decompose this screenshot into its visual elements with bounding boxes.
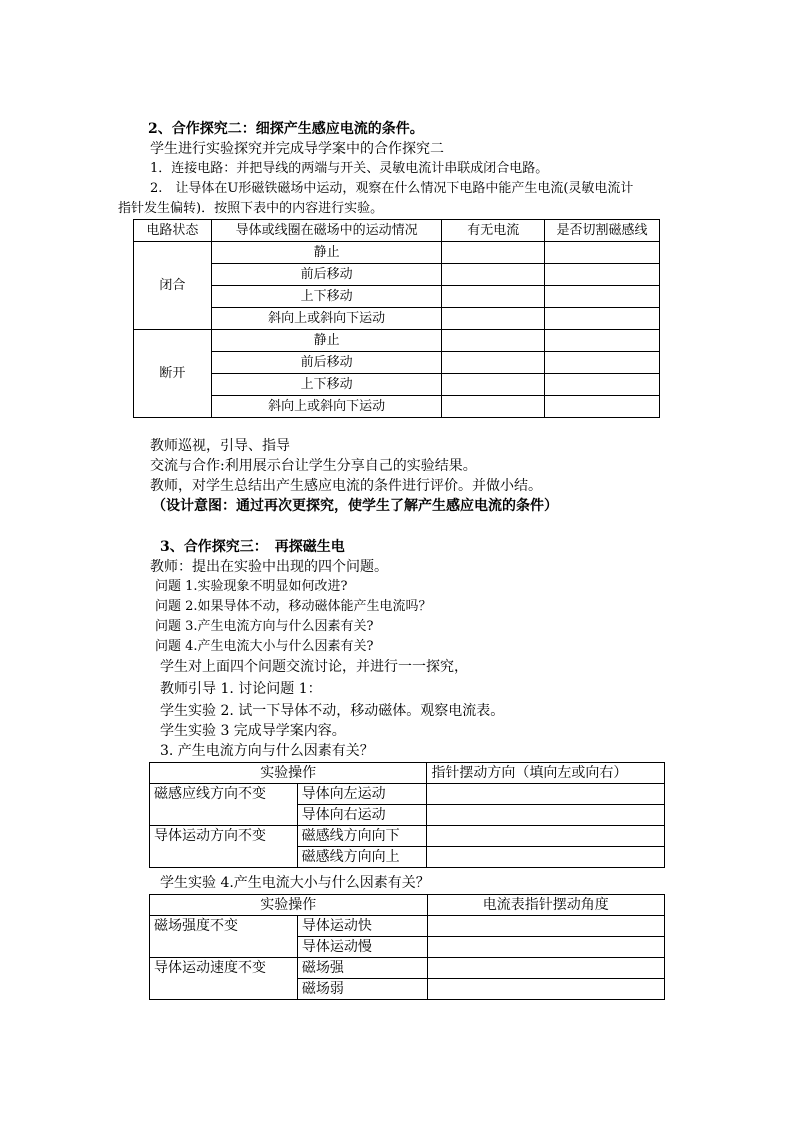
table-row xyxy=(134,396,660,418)
answer-cell[interactable] xyxy=(545,264,660,286)
table-row xyxy=(134,264,660,286)
header-current: 有无电流 xyxy=(442,220,545,242)
question-3: 问题 3.产生电流方向与什么因素有关? xyxy=(155,619,374,634)
student-experiment-4: 学生实验 4.产生电流大小与什么因素有关？ xyxy=(160,875,430,891)
header-angle: 电流表指针摆动角度 xyxy=(427,895,664,916)
header-motion: 导体或线圈在磁场中的运动情况 xyxy=(211,220,442,242)
answer-cell[interactable] xyxy=(545,396,660,418)
answer-cell[interactable] xyxy=(545,330,660,352)
condition-cell: 导体运动速度不变 xyxy=(150,958,298,1000)
table-row xyxy=(150,784,665,805)
answer-cell[interactable] xyxy=(442,330,545,352)
table-current-direction xyxy=(149,762,665,868)
state-closed: 闭合 xyxy=(134,242,212,330)
answer-cell[interactable] xyxy=(427,805,665,826)
motion-cell: 斜向上或斜向下运动 xyxy=(211,308,442,330)
condition-cell: 磁感应线方向不变 xyxy=(150,784,298,826)
motion-cell: 斜向上或斜向下运动 xyxy=(211,396,442,418)
motion-cell: 上下移动 xyxy=(211,374,442,396)
question-4: 问题 4.产生电流大小与什么因素有关? xyxy=(155,639,374,654)
condition-cell: 磁场强度不变 xyxy=(150,916,298,958)
answer-cell[interactable] xyxy=(545,286,660,308)
answer-cell[interactable] xyxy=(442,396,545,418)
answer-cell[interactable] xyxy=(545,374,660,396)
header-operation: 实验操作 xyxy=(150,895,428,916)
student-experiment-3: 学生实验 3 完成导学案内容。 xyxy=(160,723,346,739)
answer-cell[interactable] xyxy=(427,979,664,1000)
answer-cell[interactable] xyxy=(427,826,665,847)
table-row xyxy=(134,286,660,308)
header-direction: 指针摆动方向（填向左或向右） xyxy=(427,763,665,784)
student-discussion: 学生对上面四个问题交流讨论，并进行一一探究， xyxy=(160,659,468,675)
teacher-questions: 教师：提出在实验中出现的四个问题。 xyxy=(150,559,388,575)
answer-cell[interactable] xyxy=(442,242,545,264)
header-operation: 实验操作 xyxy=(150,763,427,784)
table-header-row xyxy=(150,763,665,784)
answer-cell[interactable] xyxy=(442,352,545,374)
table-header-row xyxy=(150,895,665,916)
table-row xyxy=(150,958,665,979)
header-circuit-state: 电路状态 xyxy=(134,220,212,242)
answer-cell[interactable] xyxy=(427,937,664,958)
operation-cell: 导体运动快 xyxy=(297,916,427,937)
motion-cell: 静止 xyxy=(211,242,442,264)
table-header-row xyxy=(134,220,660,242)
answer-cell[interactable] xyxy=(427,784,665,805)
operation-cell: 导体向左运动 xyxy=(297,784,427,805)
answer-cell[interactable] xyxy=(545,242,660,264)
teacher-guide: 教师引导 1. 讨论问题 1： xyxy=(160,681,322,697)
table-circuit-conditions xyxy=(133,219,660,418)
operation-cell: 磁感线方向向上 xyxy=(297,847,427,868)
state-open: 断开 xyxy=(134,330,212,418)
student-experiment-2: 学生实验 2. 试一下导体不动，移动磁体。观察电流表。 xyxy=(160,703,505,719)
teacher-summary: 教师，对学生总结出产生感应电流的条件进行评价。并做小结。 xyxy=(150,478,542,494)
motion-cell: 前后移动 xyxy=(211,352,442,374)
condition-cell: 导体运动方向不变 xyxy=(150,826,298,868)
answer-cell[interactable] xyxy=(545,352,660,374)
answer-cell[interactable] xyxy=(442,264,545,286)
share-results: 交流与合作:利用展示台让学生分享自己的实验结果。 xyxy=(150,458,477,474)
answer-cell[interactable] xyxy=(442,286,545,308)
section2-heading: 2、合作探究二：细探产生感应电流的条件。 xyxy=(148,121,424,137)
table-row xyxy=(150,916,665,937)
section2-intro: 学生进行实验探究并完成导学案中的合作探究二 xyxy=(150,141,444,157)
answer-cell[interactable] xyxy=(427,916,664,937)
table-row xyxy=(134,352,660,374)
operation-cell: 导体向右运动 xyxy=(297,805,427,826)
table-row xyxy=(134,330,660,352)
table-row xyxy=(134,242,660,264)
step2-text-a: 2. 让导体在U形磁铁磁场中运动，观察在什么情况下电路中能产生电流(灵敏电流计 xyxy=(150,181,634,196)
motion-cell: 前后移动 xyxy=(211,264,442,286)
motion-cell: 上下移动 xyxy=(211,286,442,308)
step1-text: 1．连接电路：并把导线的两端与开关、灵敏电流计串联成闭合电路。 xyxy=(150,161,549,176)
header-cut-lines: 是否切割磁感线 xyxy=(545,220,660,242)
operation-cell: 导体运动慢 xyxy=(297,937,427,958)
design-intent: （设计意图：通过再次更探究，使学生了解产生感应电流的条件） xyxy=(152,498,558,514)
direction-question: 3. 产生电流方向与什么因素有关？ xyxy=(160,743,374,759)
section3-heading: 3、合作探究三： 再探磁生电 xyxy=(160,539,345,555)
operation-cell: 磁场强 xyxy=(297,958,427,979)
table-row xyxy=(150,826,665,847)
answer-cell[interactable] xyxy=(545,308,660,330)
table-row xyxy=(134,374,660,396)
operation-cell: 磁场弱 xyxy=(297,979,427,1000)
answer-cell[interactable] xyxy=(442,374,545,396)
motion-cell: 静止 xyxy=(211,330,442,352)
table-row xyxy=(134,308,660,330)
question-1: 问题 1.实验现象不明显如何改进? xyxy=(155,579,348,594)
answer-cell[interactable] xyxy=(442,308,545,330)
answer-cell[interactable] xyxy=(427,958,664,979)
step2-text-b: 指针发生偏转)．按照下表中的内容进行实验。 xyxy=(118,201,384,216)
answer-cell[interactable] xyxy=(427,847,665,868)
operation-cell: 磁感线方向向下 xyxy=(297,826,427,847)
table-current-magnitude xyxy=(149,894,665,1000)
teacher-patrol: 教师巡视，引导、指导 xyxy=(150,438,290,454)
question-2: 问题 2.如果导体不动，移动磁体能产生电流吗？ xyxy=(155,599,432,614)
